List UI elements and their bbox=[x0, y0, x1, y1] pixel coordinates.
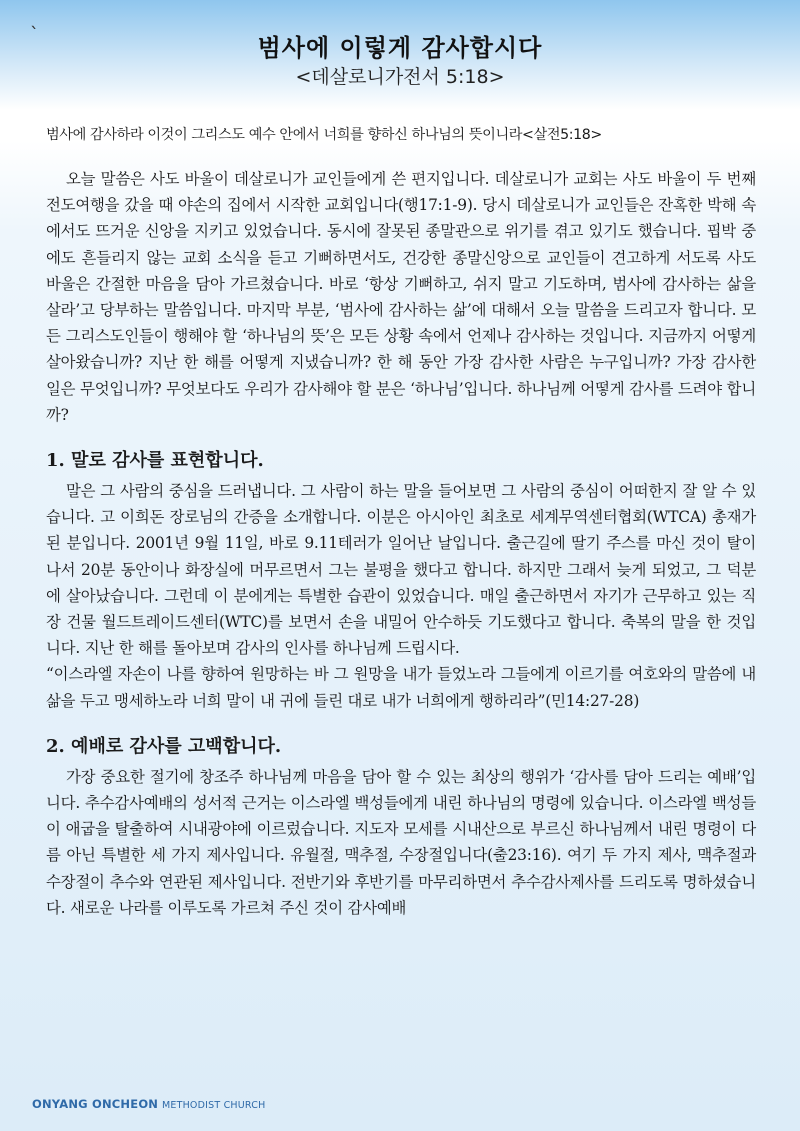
church-name: ONYANG ONCHEON bbox=[32, 1097, 159, 1111]
intro-paragraph: 오늘 말씀은 사도 바울이 데살로니가 교인들에게 쓴 편지입니다. 데살로니가 교회는 사도 바울이 두 번째 전도여행을 갔을 때 야손의 집에서 시작한 교회입니다(행17:1-9). 당시 데살로니가 교인들은 잔혹한 박해 속에서도 뜨거운 신앙을 지키고 있었습니다. 동시에 잘못된 종말관으로 위기를 겪고 있기도 했습니다. 핍박 중에도 흔들리지 않는 교회 소식을 듣고 기뻐하면서도, 건강한 종말신앙으로 교인들이 견고하게 서도록 사도 바울은 간절한 마음을 담아 가르쳤습니다. 바로 ‘항상 기뻐하고, 쉬지 말고 기도하며, 범사에 감사하는 삶을 살라’고 당부하는 말씀입니다. 마지막 부분, ‘범사에 감사하는 삶’에 대해서 오늘 말씀을 드리고자 합니다. 모든 그리스도인들이 행해야 할 ‘하나님의 뜻’은 모든 상황 속에서 언제나 감사하는 것입니다. 지금까지 어떻게 살아왔습니까? 지난 한 해를 어떻게 지냈습니까? 한 해 동안 가장 감사한 사람은 누구입니까? 가장 감사한 일은 무엇입니까? 무엇보다도 우리가 감사해야 할 분은 ‘하나님’입니다. 하나님께 어떻게 감사를 드려야 합니까? bbox=[46, 170, 756, 424]
section-1-quote: “이스라엘 자손이 나를 향하여 원망하는 바 그 원망을 내가 들었노라 그들에게 이르기를 여호와의 말씀에 내 삶을 두고 맹세하노라 너희 말이 내 귀에 들린 대로 내가 너희에게 행하리라”(민14:27-28) bbox=[46, 665, 756, 710]
church-footer bbox=[32, 1097, 265, 1111]
scripture-reference: <데살로니가전서 5:18> bbox=[295, 66, 505, 88]
key-verse: 범사에 감사하라 이것이 그리스도 예수 안에서 너희를 향하신 하나님의 뜻이니라<살전5:18> bbox=[46, 127, 602, 143]
section-2-body: 가장 중요한 절기에 창조주 하나님께 마음을 담아 할 수 있는 최상의 행위가 ‘감사를 담아 드리는 예배’입니다. 추수감사예배의 성서적 근거는 이스라엘 백성들에게 내린 하나님의 명령에 있습니다. 이스라엘 백성들이 애굽을 탈출하여 시내광야에 이르렀습니다. 지도자 모세를 시내산으로 부르신 하나님께서 내린 명령이 다름 아닌 특별한 세 가지 제사입니다. 유월절, 맥추절, 수장절입니다(출23:16). 여기 두 가지 제사, 맥추절과 수장절이 추수와 연관된 제사입니다. 전반기와 후반기를 마무리하면서 추수감사제사를 드리도록 명하셨습니다. 새로운 나라를 이루도록 가르쳐 주신 것이 감사예배 bbox=[46, 767, 756, 917]
section-1-body: 말은 그 사람의 중심을 드러냅니다. 그 사람이 하는 말을 들어보면 그 사람의 중심이 어떠한지 잘 알 수 있습니다. 고 이희돈 장로님의 간증을 소개합니다. 이분은 아시아인 최초로 세계무역센터협회(WTCA) 총재가 된 분입니다. 2001년 9월 11일, 바로 9.11테러가 일어난 날입니다. 출근길에 딸기 주스를 마신 것이 탈이 나서 20분 동안이나 화장실에 머무르면서 그는 불평을 했다고 합니다. 하지만 그래서 늦게 되었고, 그 덕분에 살아났습니다. 그런데 이 분에게는 특별한 습관이 있었습니다. 매일 출근하면서 자기가 근무하고 있는 직장 건물 월드트레이드센터(WTC)를 보면서 손을 내밀어 안수하듯 기도했다고 합니다. 축복의 말을 한 것입니다. 지난 한 해를 돌아보며 감사의 인사를 하나님께 드립시다. bbox=[46, 482, 756, 658]
corner-mark: ` bbox=[30, 24, 39, 45]
church-tagline: METHODIST CHURCH bbox=[161, 1100, 266, 1111]
page-title: 범사에 이렇게 감사합시다 bbox=[257, 34, 543, 62]
section-1-heading: 1. 말로 감사를 표현합니다. bbox=[46, 450, 264, 472]
sermon-content bbox=[46, 124, 756, 921]
section-2-heading: 2. 예배로 감사를 고백합니다. bbox=[46, 735, 282, 757]
